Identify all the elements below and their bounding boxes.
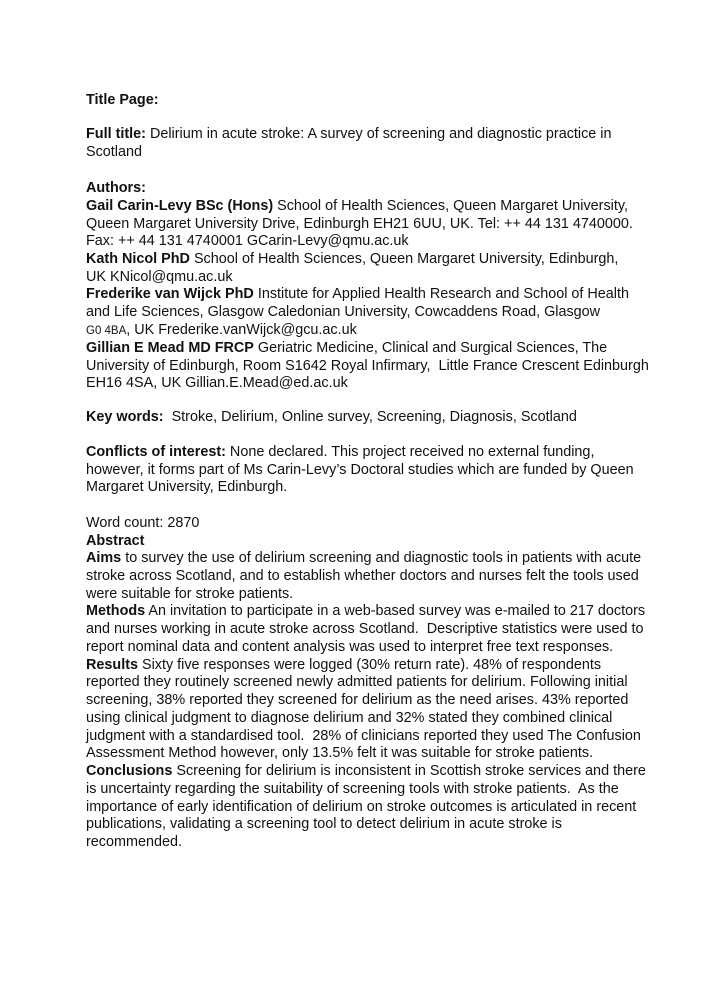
methods-line-3 xyxy=(86,638,613,656)
methods-line-2 xyxy=(86,620,644,638)
results-text: using clinical judgment to diagnose delirium and 32% stated they combined clinical xyxy=(86,710,613,726)
conclusions-line-3 xyxy=(86,798,636,816)
full-title-line-1 xyxy=(86,125,611,143)
aims-label: Aims xyxy=(86,550,122,566)
author-3-affiliation: Institute for Applied Health Research and School of Health xyxy=(253,286,630,302)
author-1-line-1 xyxy=(86,197,628,215)
author-4-affiliation: Geriatric Medicine, Clinical and Surgical Sciences, The xyxy=(253,340,608,356)
author-4-address: University of Edinburgh, Room S1642 Royal Infirmary, Little France Crescent Edinburgh xyxy=(86,358,649,374)
conflicts-label: Conflicts of interest: xyxy=(86,444,226,460)
author-4-line-2 xyxy=(86,357,649,375)
author-4-contact: EH16 4SA, UK Gillian.E.Mead@ed.ac.uk xyxy=(86,375,348,391)
author-2-affiliation: School of Health Sciences, Queen Margaret University, Edinburgh, xyxy=(189,251,619,267)
keywords-label: Key words: xyxy=(86,409,164,425)
results-line-2 xyxy=(86,673,628,691)
abstract-heading xyxy=(86,532,144,550)
word-count xyxy=(86,514,199,532)
results-text: screening, 38% reported they screened for delirium as the need arises. 43% reported xyxy=(86,692,629,708)
conclusions-line-2 xyxy=(86,780,619,798)
methods-text: and nurses working in acute stroke across Scotland. Descriptive statistics were used to xyxy=(86,621,644,637)
authors-label: Authors: xyxy=(86,180,146,196)
results-text: reported they routinely screened newly admitted patients for delirium. Following initial xyxy=(86,674,628,690)
conclusions-text: Screening for delirium is inconsistent in Scottish stroke services and there xyxy=(172,763,646,779)
keywords-line xyxy=(86,408,577,426)
full-title-text: Delirium in acute stroke: A survey of screening and diagnostic practice in xyxy=(145,126,612,142)
full-title-text: Scotland xyxy=(86,144,143,160)
author-2-name: Kath Nicol PhD xyxy=(86,251,190,267)
results-line-6 xyxy=(86,744,593,762)
results-line-3 xyxy=(86,691,628,709)
aims-text: were suitable for stroke patients. xyxy=(86,586,294,602)
aims-line-3 xyxy=(86,585,293,603)
results-line-1 xyxy=(86,656,601,674)
conclusions-line-5 xyxy=(86,833,182,851)
authors-heading xyxy=(86,179,146,197)
conclusions-line-1 xyxy=(86,762,646,780)
conclusions-line-4 xyxy=(86,815,562,833)
author-1-line-3 xyxy=(86,232,409,250)
results-label: Results xyxy=(86,657,138,673)
author-3-contact: , UK Frederike.vanWijck@gcu.ac.uk xyxy=(126,322,357,338)
author-1-contact: Fax: ++ 44 131 4740001 GCarin-Levy@qmu.ac.uk xyxy=(86,233,409,249)
keywords-text: Stroke, Delirium, Online survey, Screening, Diagnosis, Scotland xyxy=(163,409,577,425)
title-page-label: Title Page: xyxy=(86,92,159,108)
author-1-name: Gail Carin-Levy BSc (Hons) xyxy=(86,198,274,214)
author-3-line-1 xyxy=(86,285,629,303)
conflicts-text: None declared. This project received no external funding, xyxy=(225,444,595,460)
conclusions-text: publications, validating a screening tool to detect delirium in acute stroke is xyxy=(86,816,562,832)
conclusions-label: Conclusions xyxy=(86,763,173,779)
author-1-affiliation: School of Health Sciences, Queen Margaret University, xyxy=(273,198,628,214)
author-2-contact: UK KNicol@qmu.ac.uk xyxy=(86,269,233,285)
conflicts-text: Margaret University, Edinburgh. xyxy=(86,479,288,495)
conclusions-text: importance of early identification of delirium on stroke outcomes is articulated in recent xyxy=(86,799,637,815)
author-3-postcode: G0 4BA xyxy=(86,325,127,337)
author-3-line-3 xyxy=(86,321,357,339)
methods-line-1 xyxy=(86,602,645,620)
conclusions-text: recommended. xyxy=(86,834,182,850)
conflicts-line-3 xyxy=(86,478,287,496)
conflicts-line-1 xyxy=(86,443,594,461)
methods-label: Methods xyxy=(86,603,146,619)
results-text: Sixty five responses were logged (30% return rate). 48% of respondents xyxy=(137,657,602,673)
full-title-line-2 xyxy=(86,143,142,161)
conflicts-text: however, it forms part of Ms Carin-Levy’s Doctoral studies which are funded by Queen xyxy=(86,462,634,478)
author-3-name: Frederike van Wijck PhD xyxy=(86,286,254,302)
methods-text: An invitation to participate in a web-based survey was e-mailed to 217 doctors xyxy=(145,603,646,619)
author-1-address: Queen Margaret University Drive, Edinburgh EH21 6UU, UK. Tel: ++ 44 131 4740000. xyxy=(86,216,633,232)
conflicts-line-2 xyxy=(86,461,634,479)
results-line-4 xyxy=(86,709,612,727)
author-1-line-2 xyxy=(86,215,633,233)
author-4-line-1 xyxy=(86,339,607,357)
full-title-label: Full title: xyxy=(86,126,146,142)
title-page-heading xyxy=(86,91,159,109)
aims-line-2 xyxy=(86,567,639,585)
results-line-5 xyxy=(86,727,641,745)
abstract-label: Abstract xyxy=(86,533,145,549)
author-3-line-2 xyxy=(86,303,600,321)
results-text: Assessment Method however, only 13.5% felt it was suitable for stroke patients. xyxy=(86,745,594,761)
author-4-name: Gillian E Mead MD FRCP xyxy=(86,340,254,356)
conclusions-text: is uncertainty regarding the suitability of screening tools with stroke patients. As the xyxy=(86,781,619,797)
aims-line-1 xyxy=(86,549,641,567)
author-2-line-2 xyxy=(86,268,233,286)
author-4-line-3 xyxy=(86,374,348,392)
methods-text: report nominal data and content analysis was used to interpret free text responses. xyxy=(86,639,614,655)
aims-text: stroke across Scotland, and to establish whether doctors and nurses felt the tools used xyxy=(86,568,639,584)
aims-text: to survey the use of delirium screening and diagnostic tools in patients with acute xyxy=(121,550,642,566)
author-3-address: and Life Sciences, Glasgow Caledonian University, Cowcaddens Road, Glasgow xyxy=(86,304,601,320)
results-text: judgment with a standardised tool. 28% of clinicians reported they used The Confusion xyxy=(86,728,641,744)
author-2-line-1 xyxy=(86,250,618,268)
word-count-text: Word count: 2870 xyxy=(86,515,200,531)
